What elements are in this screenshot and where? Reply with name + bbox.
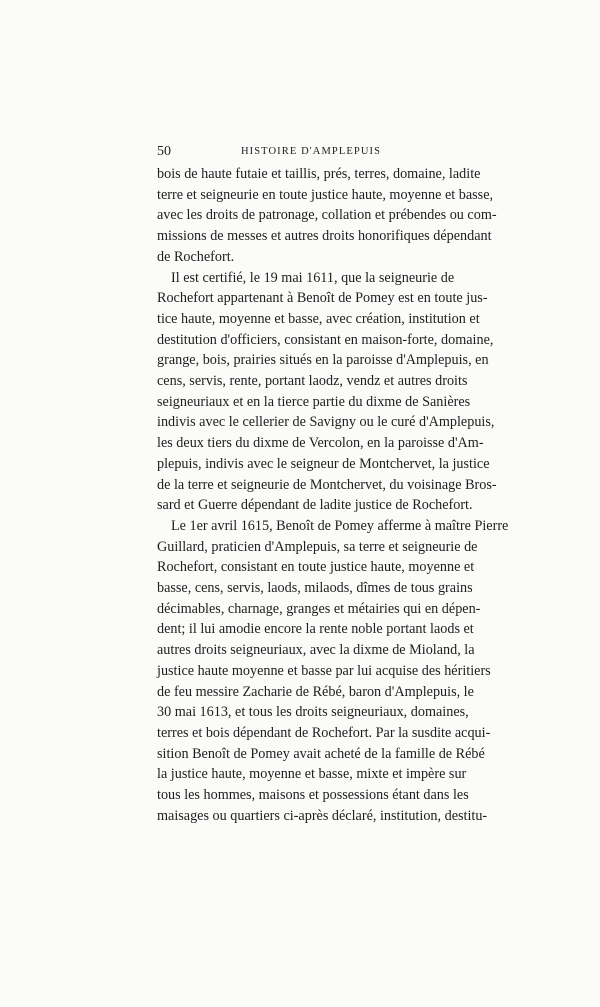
paragraph-2 [157, 268, 497, 516]
text-line: de feu messire Zacharie de Rébé, baron d'Amplepuis, le [157, 683, 474, 700]
text-line: Le 1er avril 1615, Benoît de Pomey afferme à maître Pierre [171, 517, 509, 534]
text-line: avec les droits de patronage, collation et prébendes ou com- [157, 207, 497, 224]
book-page [157, 140, 509, 827]
text-line: sition Benoît de Pomey avait acheté de la famille de Rébé [157, 745, 485, 762]
text-line: de Rochefort. [157, 248, 235, 265]
text-line: seigneuriaux et en la tierce partie du dixme de Sanières [157, 393, 471, 410]
text-line: 30 mai 1613, et tous les droits seigneuriaux, domaines, [157, 704, 469, 721]
text-line: tous les hommes, maisons et possessions étant dans les [157, 787, 469, 804]
text-line: grange, bois, prairies situés en la paroisse d'Amplepuis, en [157, 352, 489, 369]
text-line: plepuis, indivis avec le seigneur de Montchervet, la justice [157, 455, 490, 472]
paragraph-3 [157, 516, 509, 827]
paragraph-1 [157, 164, 497, 268]
text-line: Guillard, praticien d'Amplepuis, sa terre et seigneurie de [157, 538, 478, 555]
text-line: terres et bois dépendant de Rochefort. Par la susdite acqui- [157, 724, 491, 741]
text-line: maisages ou quartiers ci-après déclaré, institution, destitu- [157, 807, 488, 824]
text-line: cens, servis, rente, portant laodz, vendz et autres droits [157, 373, 468, 390]
text-line: Rochefort, consistant en toute justice haute, moyenne et [157, 559, 475, 576]
page-header [157, 140, 449, 164]
text-line: Rochefort appartenant à Benoît de Pomey est en toute jus- [157, 290, 488, 307]
body-text [157, 164, 509, 827]
text-line: les deux tiers du dixme de Vercolon, en la paroisse d'Am- [157, 435, 484, 452]
text-line: destitution d'officiers, consistant en maison-forte, domaine, [157, 331, 494, 348]
text-line: bois de haute futaie et taillis, prés, terres, domaine, ladite [157, 166, 481, 182]
page-number: 50 [157, 144, 171, 159]
text-line: indivis avec le cellerier de Savigny ou le curé d'Amplepuis, [157, 414, 495, 431]
running-title: HISTOIRE D'AMPLEPUIS [240, 146, 382, 157]
text-line: la justice haute, moyenne et basse, mixte et impère sur [157, 766, 467, 783]
text-line: missions de messes et autres droits honorifiques dépendant [157, 228, 492, 245]
text-line: justice haute moyenne et basse par lui acquise des héritiers [157, 662, 491, 679]
text-line: autres droits seigneuriaux, avec la dixme de Mioland, la [157, 642, 475, 659]
text-line: basse, cens, servis, laods, milaods, dîmes de tous grains [157, 580, 473, 597]
text-line: terre et seigneurie en toute justice haute, moyenne et basse, [157, 186, 494, 203]
text-line: décimables, charnage, granges et métairies qui en dépen- [157, 600, 481, 617]
text-line: Il est certifié, le 19 mai 1611, que la seigneurie de [171, 269, 455, 286]
text-line: tice haute, moyenne et basse, avec création, institution et [157, 310, 480, 327]
text-line: sard et Guerre dépendant de ladite justice de Rochefort. [157, 497, 473, 514]
text-line: dent; il lui amodie encore la rente noble portant laods et [157, 621, 474, 638]
text-line: de la terre et seigneurie de Montchervet, du voisinage Bros- [157, 476, 497, 493]
